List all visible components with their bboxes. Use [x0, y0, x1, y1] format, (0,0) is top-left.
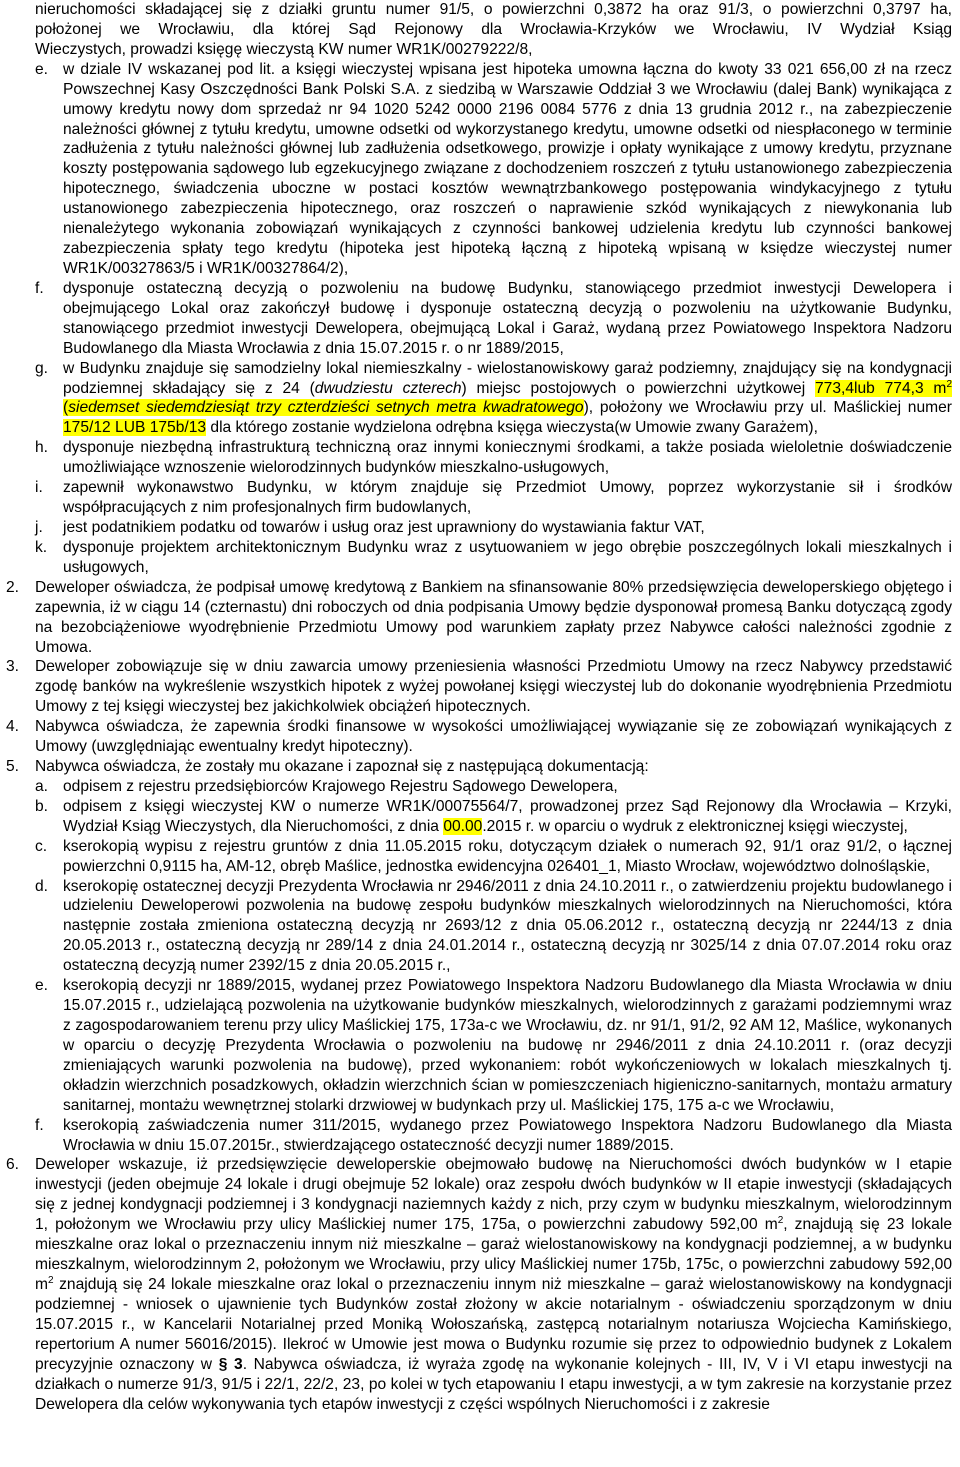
clause-1j-text: jest podatnikiem podatku od towarów i usług oraz jest uprawniony do wystawiania faktur VAT, [63, 518, 705, 536]
intro-line-2: położonej we Wrocławiu, dla której Sąd Rejonowy dla Wrocławia-Krzyków we Wrocławiu, IV Wydział Ksiąg [35, 20, 952, 38]
paragraph-5-text: Nabywca oświadcza, że zostały mu okazane i zapoznał się z następującą dokumentacją: [35, 758, 649, 776]
text-run: . Nabywca oświadcza, iż wyraża zgodę na wykonanie kolejnych - III, IV, V i VI etapu inwestycji na działkach o numerze 91/3, 91/5 i 22/1, 22/2, 23, po kolei w tych etapowaniu I etapu inwestycji, a w tym zakresie na korzystanie przez Dewelopera dla celów wykonywania tych etapów inwestycji z części wspólnych Nieruchomości i z zakresie [35, 1355, 953, 1413]
text-run: znajdują się 24 lokale mieszkalne oraz lokal o przeznaczeniu innym niż mieszkalne – garaż wielostanowiskowy na kondygnacji podziemnej - wniosek o ujawnienie tych Budynków został złożony w akcie notarialnym - oświadczeniu sporządzonym w dniu 15.07.2015 r., w Kancelarii Notarialnej przed Moniką Wołoszańską, zastępcą notarialnym notariusza Wojciecha Kamińskiego, repertorium A numer 56016/2015). Ilekroć w Umowie jest mowa o Budynku rozumie się przez to odpowiednio budynek z Lokalem precyzyjnie oznaczony w [35, 1276, 952, 1373]
clause-5b [6, 797, 952, 837]
paragraph-2 [6, 578, 952, 658]
text-run: w Budynku znajduje się samodzielny lokal niemieszkalny - wielostanowiskowy garaż podziemny, znajdujący się na kondygnacji podziemnej składający się z 24 ( [63, 359, 952, 397]
clause-1g-text [63, 359, 952, 439]
clause-1e-text: w dziale IV wskazanej pod lit. a księgi wieczystej wpisana jest hipoteka umowna łączna do kwoty 33 021 656,00 zł na rzecz Powszechnej Kasy Oszczędności Bank Polski S.A. z siedzibą w Warszawie Oddział 3 we Wrocławiu (dalej Bank) wynikająca z umowy kredytu nowy dom sprzedaż nr 94 1020 5242 0000 2196 0084 5776 z dnia 13 grudnia 2012 r., na zabezpieczenie należności głównej z tytułu kredytu, umowne odsetki od wykorzystanego kredytu, umowne odsetki od niespłaconego w terminie zadłużenia z tytułu należności głównej lub zadłużenia odsetkowego, prowizje i opłaty wynikające z umowy kredytu, przyznane koszty postępowania sądowego lub egzekucyjnego związane z dochodzeniem roszczeń z tytułu ustanowionego zabezpieczenia hipotecznego, świadczenia uboczne w postaci kosztów wewnątrzbankowego postępowania windykacyjnego z tytułu ustanowionego zabezpieczenia hipotecznego, oraz roszczeń o naprawienie szkód wynikających z niewykonania lub nienależytego wykonania zobowiązań wynikających z czynności bankowej udzielenia kredytu lub czynności bankowej zabezpieczenia spłaty tego kredytu (hipoteka jest hipoteką łączną z hipoteką wpisaną w księdze wieczystej numer WR1K/00327863/5 i WR1K/00327864/2), [63, 60, 952, 277]
highlight-plot: 175/12 LUB 175b/13 [63, 419, 207, 437]
text-run: ( [63, 399, 69, 417]
text-run-italic: siedemset siedemdziesiąt trzy czterdzieści setnych metra kwadratowego [68, 399, 584, 417]
intro-line-1: nieruchomości składającej się z działki gruntu numer 91/5, o powierzchni 0,3872 ha oraz 91/3, o powierzchni 0,3797 ha, [35, 1, 952, 18]
list-marker: j. [35, 518, 43, 536]
clause-5d-text: kserokopię ostatecznej decyzji Prezydenta Wrocławia nr 2946/2011 z dnia 24.10.2011 r., o zatwierdzeniu projektu budowlanego i udzieleniu Deweloperowi pozwolenia na budowę zespołu budynków mieszkalnych wielorodzinnych na Nieruchomości, która następnie została zmieniona ostateczną decyzją nr 2693/12 z dnia 05.06.2012 r., ostateczną decyzją nr 2244/13 z dnia 20.05.2013 r., ostateczną decyzją nr 289/14 z dnia 24.01.2014 r., ostateczną decyzją nr 3025/14 z dnia 07.07.2014 roku oraz ostateczną decyzją numer 2392/15 z dnia 20.05.2015 r., [63, 877, 952, 975]
paragraph-3-text: Deweloper zobowiązuje się w dniu zawarcia umowy przeniesienia własności Przedmiotu Umowy na rzecz Nabywcy przedstawić zgodę banków na wykreślenie wszystkich hipotek z wyżej powołanej księgi wieczystej lub do dokonanie wyodrębnienia Przedmiotu Umowy z tej księgi wieczystej bez jakichkolwiek obciążeń hipotecznych. [35, 658, 952, 716]
list-marker: d. [35, 877, 49, 895]
text-run: ) miejsc postojowych o powierzchni użytkowej [461, 379, 815, 397]
list-marker: i. [35, 479, 43, 497]
list-marker: 3. [6, 658, 20, 676]
list-marker: 5. [6, 758, 20, 776]
list-marker: g. [35, 359, 49, 377]
superscript: 2 [777, 1215, 784, 1227]
clause-1j [6, 518, 952, 538]
list-marker: 4. [6, 718, 20, 736]
clause-5e-text: kserokopią decyzji nr 1889/2015, wydanej przez Powiatowego Inspektora Nadzoru Budowlanego dla Miasta Wrocławia w dniu 15.07.2015 r., udzielającą pozwolenia na użytkowanie budynków mieszkalnych, wielorodzinnych z garażami podziemnymi wraz z zagospodarowaniem terenu przy ulicy Maślickiej 175, 173a-c we Wrocławiu, dz. nr 91/1, 91/2, 92 AM 12, Maślice, wykonanych w oparciu o decyzję Prezydenta Wrocławia o pozwoleniu na budowę nr 2946/2011 z dnia 24.10.2011 r. (oraz decyzji zmieniających warunki pozwolenia na budowę), przed wykonaniem: robót wykończeniowych w lokalach mieszkalnych tj. okładzin wierzchnich posadzkowych, okładzin wierzchnich ścian w pomieszczeniach higieniczno-sanitarnych, montażu armatury sanitarnej, montażu wewnętrznej stolarki drzwiowej w budynkach przy ul. Maślickiej 175, 175 a-c we Wrocławiu, [63, 977, 952, 1114]
text-run: .2015 r. w oparciu o wydruk z elektronicznej księgi wieczystej, [482, 817, 908, 835]
list-marker: e. [35, 977, 49, 995]
text-run: dla którego zostanie wydzielona odrębna księga wieczysta(w Umowie zwany Garażem), [206, 419, 818, 437]
superscript: 2 [946, 378, 952, 390]
list-marker: 2. [6, 578, 20, 596]
clause-1f-text: dysponuje ostateczną decyzją o pozwoleniu na budowę Budynku, stanowiącego przedmiot inwestycji Dewelopera i obejmującego Lokal oraz zakończył budowę i dysponuje ostateczną decyzją o pozwoleniu na użytkowanie Budynku, stanowiącego przedmiot inwestycji Dewelopera, obejmującą Lokal i Garaż, wydaną przez Powiatowego Inspektora Nadzoru Budowlanego dla Miasta Wrocławia z dnia 15.07.2015 r. o nr 1889/2015, [63, 279, 952, 357]
paragraph-4-text: Nabywca oświadcza, że zapewnia środki finansowe w wysokości umożliwiającej wywiązanie się ze zobowiązań wynikających z Umowy (uwzględniając ewentualny kredyt hipoteczny). [35, 718, 952, 756]
clause-1k [6, 538, 952, 578]
intro-continuation [6, 0, 952, 60]
clause-1h-text: dysponuje niezbędną infrastrukturą techniczną oraz innymi koniecznymi środkami, a także posiada wieloletnie doświadczenie umożliwiające wznoszenie wielorodzinnych budynków mieszkalno-usługowych, [63, 439, 952, 477]
clause-1i-text: zapewnił wykonawstwo Budynku, w którym znajduje się Przedmiot Umowy, poprzez wykorzystanie sił i środków współpracujących z nim profesjonalnych firm budowlanych, [63, 479, 952, 517]
text-run: , znajdują się 23 lokale mieszkalne oraz lokal o przeznaczeniu innym niż mieszkalne – garaż wielostanowiskowy na kondygnacji podziemnej, a w budynku mieszkalnym, wielorodzinnym 2, położonym we Wrocławiu, przy ulicy Maślickiej numer 175b, 175c, o powierzchni zabudowy 592,00 m [35, 1216, 952, 1293]
clause-1f [6, 279, 952, 359]
paragraph-4 [6, 717, 952, 757]
list-marker: c. [35, 837, 48, 855]
clause-5f-text: kserokopią zaświadczenia numer 311/2015, wydanego przez Powiatowego Inspektora Nadzoru Budowlanego dla Miasta Wrocławia w dniu 15.07.2015r., stwierdzającego ostateczność decyzji numer 1889/2015. [63, 1116, 952, 1154]
paragraph-5 [6, 757, 952, 777]
text-run: Deweloper wskazuje, iż przedsięwzięcie deweloperskie obejmowało budowę na Nieruchomości dwóch budynków w I etapie inwestycji (jeden obejmuje 24 lokale i drugi obejmuje 52 lokale) oraz zespołu dwóch budynków w II etapie inwestycji (składających się z jednej kondygnacji podziemnej i 3 kondygnacji naziemnych każdy z nich, przy czym w budynku mieszkalnym, wielorodzinnym 1, położonym we Wrocławiu przy ulicy Maślickiej numer 175, 175a, o powierzchni zabudowy 592,00 m [35, 1156, 952, 1234]
text-run: lub 774,3 m [854, 379, 947, 397]
clause-5a [6, 777, 952, 797]
clause-5e [6, 976, 952, 1115]
highlight-date: 00.00 [443, 817, 483, 835]
list-marker: f. [35, 279, 44, 297]
intro-line-3: Wieczystych, prowadzi księgę wieczystą KW numer WR1K/00279222/8, [35, 40, 533, 58]
clause-1k-text: dysponuje projektem architektonicznym Budynku wraz z usytuowaniem w jego obrębie poszczególnych lokali mieszkalnych i usługowych, [63, 538, 952, 576]
list-marker: h. [35, 439, 49, 457]
clause-1h [6, 438, 952, 478]
highlight-area: 773,4 [814, 379, 855, 397]
list-marker: 6. [6, 1156, 20, 1174]
clause-1g [6, 359, 952, 439]
superscript: 2 [48, 1275, 54, 1286]
clause-5b-text [63, 797, 952, 837]
list-marker: f. [35, 1116, 44, 1134]
paragraph-3 [6, 657, 952, 717]
text-run-italic: dwudziestu czterech [314, 379, 462, 397]
text-run: ), położony we Wrocławiu przy ul. Maślickiej numer [583, 399, 952, 417]
list-marker: b. [35, 797, 49, 815]
clause-5d [6, 877, 952, 977]
clause-5f [6, 1116, 952, 1156]
text-run: odpisem z księgi wieczystej KW o numerze WR1K/00075564/7, prowadzonej przez Sąd Rejonowy dla Wrocławia – Krzyki, Wydział Ksiąg Wieczystych, dla Nieruchomości, z dnia [63, 797, 952, 835]
clause-1i [6, 478, 952, 518]
section-reference: § 3 [218, 1355, 243, 1373]
clause-1e [6, 60, 952, 279]
clause-5a-text: odpisem z rejestru przedsiębiorców Krajowego Rejestru Sądowego Dewelopera, [63, 777, 618, 795]
list-marker: k. [35, 538, 48, 556]
list-marker: a. [35, 777, 49, 795]
paragraph-6-text [35, 1155, 952, 1414]
clause-5c [6, 837, 952, 877]
list-marker: e. [35, 60, 49, 78]
paragraph-6 [6, 1155, 952, 1414]
clause-5c-text: kserokopią wypisu z rejestru gruntów z dnia 11.05.2015 roku, dotyczącym działek o numerach 92, 91/1 oraz 91/2, o łącznej powierzchni 0,9115 ha, AM-12, obręb Maślice, jednostka ewidencyjna 026401_1, Miasto Wrocław, województwo dolnośląskie, [63, 837, 952, 875]
paragraph-2-text: Deweloper oświadcza, że podpisał umowę kredytową z Bankiem na sfinansowanie 80% przedsięwzięcia deweloperskiego objętego i zapewnia, iż w ciągu 14 (czternastu) dni roboczych od dnia podpisania Umowy będzie dysponował promesą Banku dotyczącą zgody na bezobciążeniowe wyodrębnienie Przedmiotu Umowy pod warunkiem zapłaty przez Nabywce całości należności zgodnie z Umowa. [35, 578, 952, 656]
